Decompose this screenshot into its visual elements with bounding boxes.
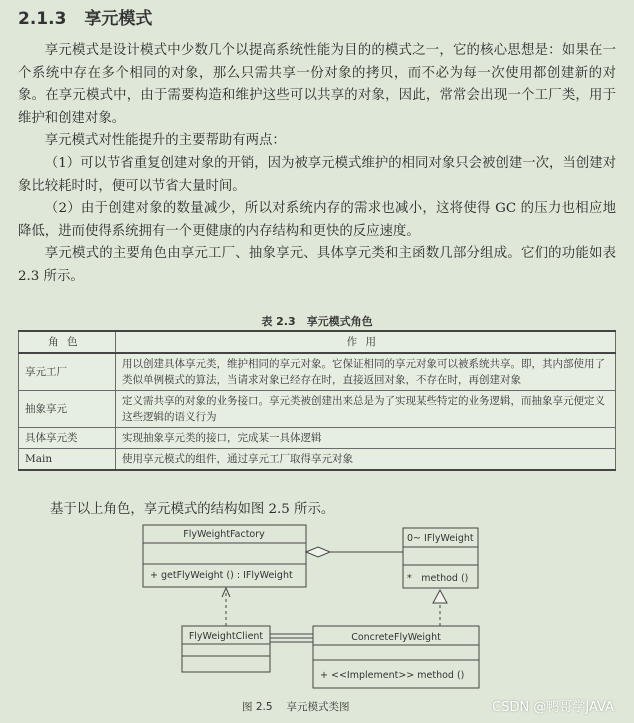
realization-link	[433, 590, 447, 626]
table-cell-desc: 实现抽象享元类的接口，完成某一具体逻辑	[116, 428, 616, 449]
paragraph-benefit-2: （2）由于创建对象的数量减少，所以对系统内存的需求也减小，这将使得 GC 的压力也相应地降低，进而使得系统拥有一个更健康的内存结构和更快的反应速度。	[18, 201, 616, 239]
table-cell-role: 具体享元类	[19, 428, 116, 449]
figure-caption	[242, 699, 350, 714]
concrete-class-name: ConcreteFlyWeight	[351, 632, 441, 643]
interface-class-box	[403, 528, 478, 588]
table-header-role: 角色	[19, 331, 116, 353]
aggregation-link	[306, 547, 403, 557]
paragraph-roles: 享元模式的主要角色由享元工厂、抽象享元、具体享元类和主函数几部分组成。它们的功能如表 2.3 所示。	[18, 246, 616, 284]
table-cell-desc: 使用享元模式的组件，通过享元工厂取得享元对象	[116, 449, 616, 471]
figure-title: 享元模式类图	[286, 701, 350, 713]
table-cell-role: 抽象享元	[19, 391, 116, 428]
paragraph-benefits-lead: 享元模式对性能提升的主要帮助有两点：	[44, 133, 286, 149]
diagram-intro: 基于以上角色，享元模式的结构如图 2.5 所示。	[50, 502, 335, 517]
factory-method: + getFlyWeight () : IFlyWeight	[150, 570, 293, 581]
concrete-class-box	[313, 626, 479, 688]
client-class-box	[182, 626, 270, 672]
section-number: 2.1.3	[18, 9, 67, 29]
table-header-desc: 作用	[116, 331, 616, 353]
interface-class-name: 0~ IFlyWeight	[407, 533, 474, 544]
factory-class-box	[143, 525, 306, 587]
table-cell-desc: 用以创建具体享元类，维护相同的享元对象。它保证相同的享元对象可以被系统共享。即，其内部使用了类似单例模式的算法，当请求对象已经存在时，直接返回对象，不存在时，再创建对象	[116, 353, 616, 391]
table-caption: 表 2.3 享元模式角色	[261, 315, 373, 328]
factory-class-name: FlyWeightFactory	[183, 529, 265, 540]
csdn-watermark: CSDN @鸭哥学JAVA	[492, 700, 614, 715]
concrete-method: + <<Implement>> method ()	[320, 670, 465, 681]
client-class-name: FlyWeightClient	[188, 631, 264, 642]
client-factory-dependency	[222, 588, 230, 626]
paragraph-intro: 享元模式是设计模式中少数几个以提高系统性能为目的的模式之一，它的核心思想是：如果在一个系统中存在多个相同的对象，那么只需共享一份对象的拷贝，而不必为每一次使用都创建新的对象。在享元模式中，由于需要构造和维护这些可以共享的对象，因此，常常会出现一个工厂类，用于维护和创建对象。	[18, 43, 616, 126]
table-cell-desc: 定义需共享的对象的业务接口。享元类被创建出来总是为了实现某些特定的业务逻辑，而抽象享元便定义这些逻辑的语义行为	[116, 391, 616, 428]
section-title: 享元模式	[84, 9, 153, 29]
table-cell-role: Main	[19, 449, 116, 471]
table-cell-role: 享元工厂	[19, 353, 116, 391]
client-concrete-association	[270, 634, 313, 642]
figure-number: 图 2.5	[242, 701, 273, 713]
paragraph-benefit-1: （1）可以节省重复创建对象的开销，因为被享元模式维护的相同对象只会被创建一次，当创建对象比较耗时时，便可以节省大量时间。	[18, 155, 616, 194]
interface-method: * method ()	[407, 573, 469, 584]
